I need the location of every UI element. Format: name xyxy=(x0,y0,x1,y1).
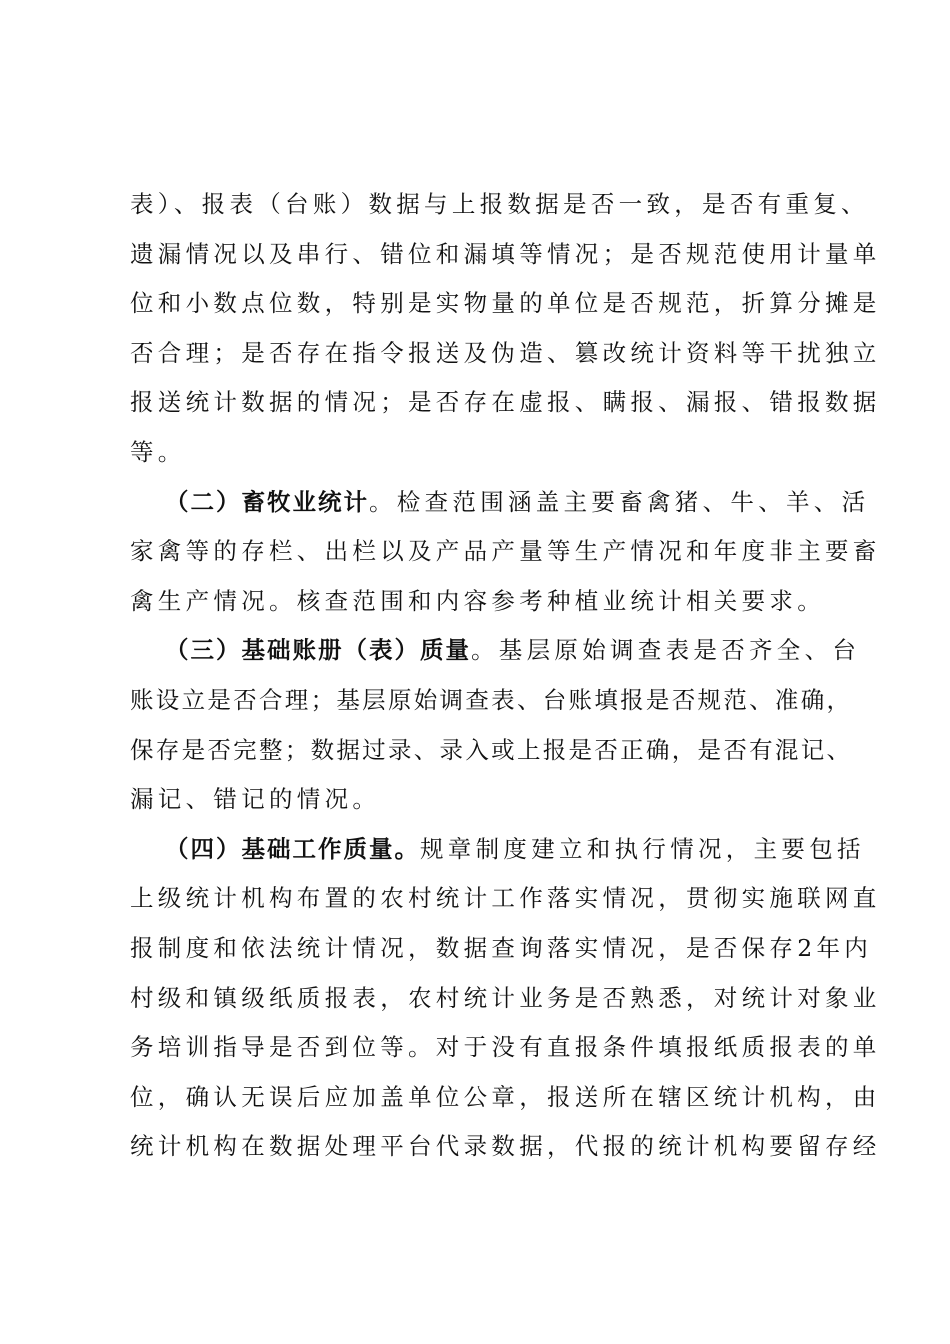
section-heading: （二）畜牧业统计 xyxy=(165,487,369,516)
section-3-first-line xyxy=(130,626,861,676)
paragraph-line: 家禽等的存栏、出栏以及产品产量等生产情况和年度非主要畜 xyxy=(130,537,881,566)
paragraph-line: 报送统计数据的情况；是否存在虚报、瞒报、漏报、错报数据 xyxy=(130,388,881,417)
paragraph-line: 报制度和依法统计情况，数据查询落实情况，是否保存2年内 xyxy=(130,933,873,962)
paragraph-line: 务培训指导是否到位等。对于没有直报条件填报纸质报表的单 xyxy=(130,1033,881,1062)
paragraph-line: 遗漏情况以及串行、错位和漏填等情况；是否规范使用计量单 xyxy=(130,239,881,268)
paragraph-text: 。基层原始调查表是否齐全、台 xyxy=(471,636,861,665)
paragraph-line: 位和小数点位数，特别是实物量的单位是否规范，折算分摊是 xyxy=(130,289,881,318)
paragraph-line: 统计机构在数据处理平台代录数据，代报的统计机构要留存经 xyxy=(130,1132,881,1161)
section-heading: （三）基础账册（表）质量 xyxy=(165,636,471,665)
section-2-first-line xyxy=(130,478,870,528)
paragraph-line: 账设立是否合理；基层原始调查表、台账填报是否规范、准确， xyxy=(130,685,850,714)
section-4-first-line xyxy=(130,825,865,875)
body-text xyxy=(130,180,881,1172)
paragraph-text: 规章制度建立和执行情况，主要包括 xyxy=(420,834,865,863)
paragraph-line: 否合理；是否存在指令报送及伪造、篡改统计资料等干扰独立 xyxy=(130,338,881,367)
paragraph-line: 上级统计机构布置的农村统计工作落实情况，贯彻实施联网直 xyxy=(130,884,881,913)
section-heading: （四）基础工作质量。 xyxy=(165,834,420,863)
paragraph-line: 等。 xyxy=(130,437,186,466)
paragraph-line: 保存是否完整；数据过录、录入或上报是否正确，是否有混记、 xyxy=(130,735,850,764)
paragraph-text: 。检查范围涵盖主要畜禽猪、牛、羊、活 xyxy=(369,487,870,516)
paragraph-line: 村级和镇级纸质报表，农村统计业务是否熟悉，对统计对象业 xyxy=(130,983,881,1012)
paragraph-line: 漏记、错记的情况。 xyxy=(130,785,381,814)
paragraph-line: 禽生产情况。核查范围和内容参考种植业统计相关要求。 xyxy=(130,586,825,615)
paragraph-line: 位，确认无误后应加盖单位公章，报送所在辖区统计机构，由 xyxy=(130,1082,881,1111)
paragraph-line: 表）、报表（台账）数据与上报数据是否一致，是否有重复、 xyxy=(130,190,869,218)
